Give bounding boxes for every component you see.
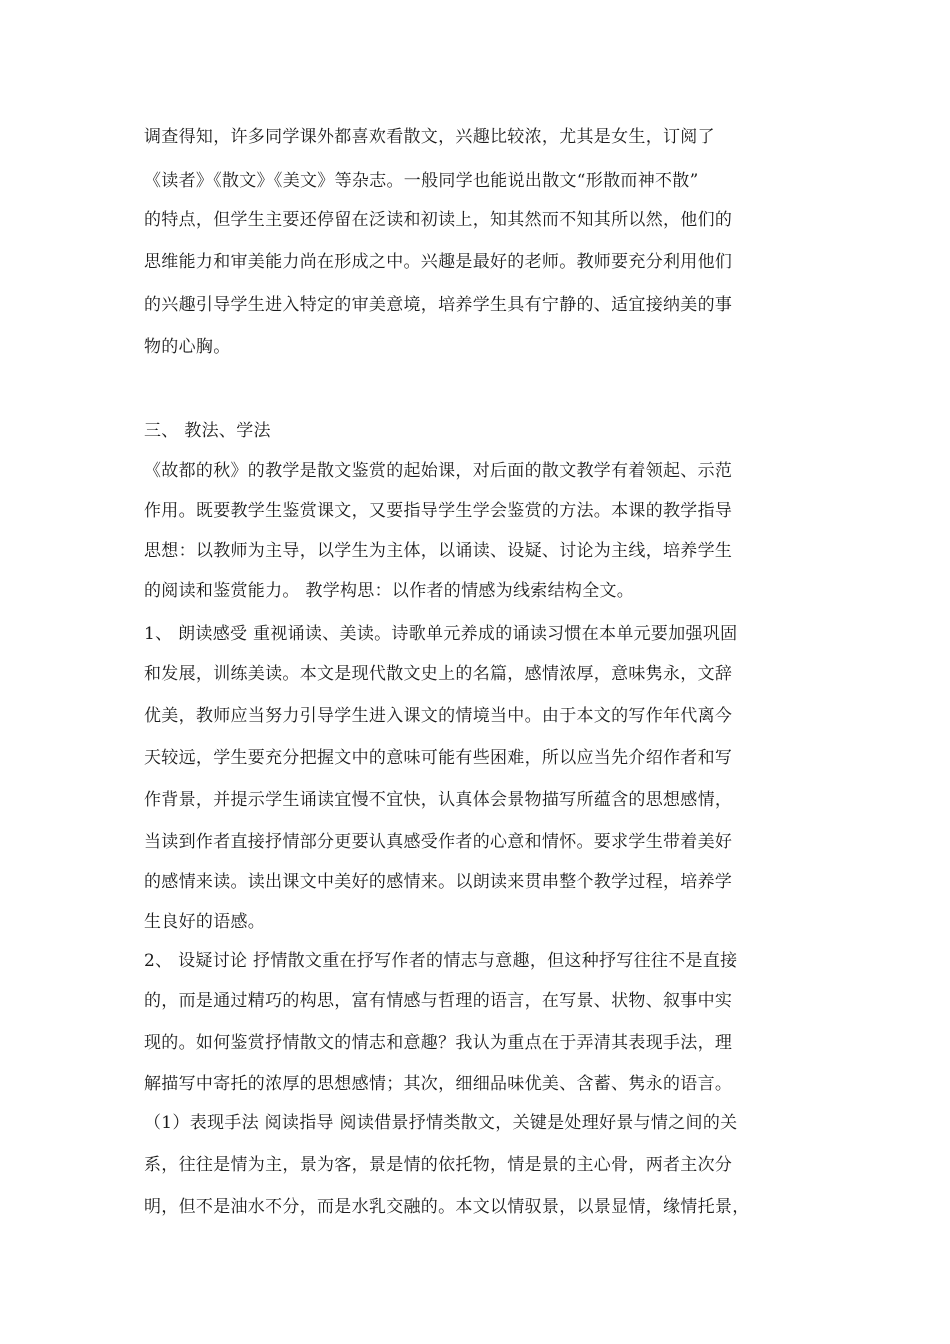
paragraph-1-line: 物的心胸。 [144,337,231,357]
sub-item-1-line: 明，但不是油水不分，而是水乳交融的。本文以情驭景，以景显情，缘情托景， [144,1197,750,1217]
item-1-line: 优美，教师应当努力引导学生进入课文的情境当中。由于本文的写作年代离今 [144,706,733,726]
paragraph-1-line: 思维能力和审美能力尚在形成之中。兴趣是最好的老师。教师要充分利用他们 [144,252,733,272]
paragraph-1-line: 调查得知，许多同学课外都喜欢看散文，兴趣比较浓，尤其是女生，订阅了 [144,127,715,147]
paragraph-2-line: 作用。既要教学生鉴赏课文，又要指导学生学会鉴赏的方法。本课的教学指导 [144,501,733,521]
section-heading: 三、 教法、学法 [144,421,271,441]
sub-item-1-line: 系，往往是情为主，景为客，景是情的依托物，情是景的主心骨，两者主次分 [144,1155,733,1175]
item-1-line: 生良好的语感。 [144,912,266,932]
item-2-line: 现的。如何鉴赏抒情散文的情志和意趣？我认为重点在于弄清其表现手法，理 [144,1033,733,1053]
paragraph-1-line: 的兴趣引导学生进入特定的审美意境，培养学生具有宁静的、适宜接纳美的事 [144,295,733,315]
item-1-line: 和发展，训练美读。本文是现代散文史上的名篇，感情浓厚，意味隽永，文辞 [144,664,733,684]
item-2-line: 解描写中寄托的浓厚的思想感情；其次，细细品味优美、含蓄、隽永的语言。 [144,1074,733,1094]
item-1-line: 的感情来读。读出课文中美好的感情来。以朗读来贯串整个教学过程，培养学 [144,872,733,892]
paragraph-2-line: 的阅读和鉴赏能力。 教学构思：以作者的情感为线索结构全文。 [144,581,635,601]
item-1-line: 1、 朗读感受 重视诵读、美读。诗歌单元养成的诵读习惯在本单元要加强巩固 [144,624,738,644]
paragraph-1-line: 《读者》《散文》《美文》等杂志。一般同学也能说出散文“形散而神不散” [144,171,699,191]
paragraph-1-line: 的特点，但学生主要还停留在泛读和初读上，知其然而不知其所以然，他们的 [144,210,733,230]
item-1-line: 天较远，学生要充分把握文中的意味可能有些困难，所以应当先介绍作者和写 [144,748,733,768]
paragraph-2-line: 《故都的秋》的教学是散文鉴赏的起始课，对后面的散文教学有着领起、示范 [144,461,733,481]
item-2-line: 的，而是通过精巧的构思，富有情感与哲理的语言，在写景、状物、叙事中实 [144,991,733,1011]
sub-item-1-line: （1）表现手法 阅读指导 阅读借景抒情类散文，关键是处理好景与情之间的关 [144,1113,738,1133]
paragraph-2-line: 思想：以教师为主导，以学生为主体，以诵读、设疑、讨论为主线，培养学生 [144,541,733,561]
item-1-line: 当读到作者直接抒情部分更要认真感受作者的心意和情怀。要求学生带着美好 [144,832,733,852]
item-2-line: 2、 设疑讨论 抒情散文重在抒写作者的情志与意趣，但这种抒写往往不是直接 [144,951,738,971]
item-1-line: 作背景，并提示学生诵读宜慢不宜快，认真体会景物描写所蕴含的思想感情， [144,790,733,810]
